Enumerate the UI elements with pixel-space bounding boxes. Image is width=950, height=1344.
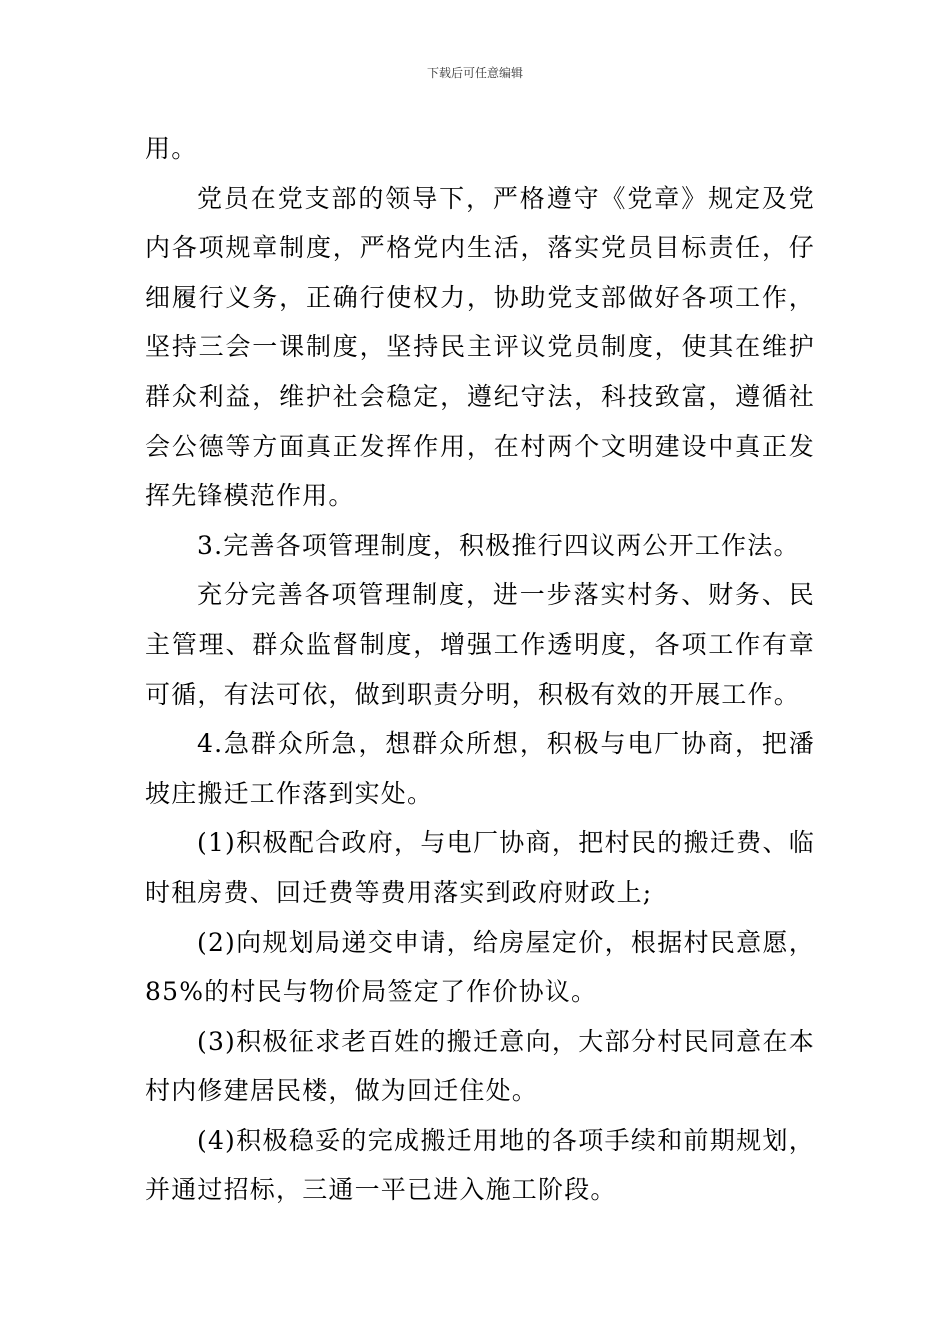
- paragraph-item-1: (1)积极配合政府，与电厂协商，把村民的搬迁费、临时租房费、回迁费等费用落实到政府财政上;: [145, 828, 815, 907]
- paragraph-item-2: (2)向规划局递交申请，给房屋定价，根据村民意愿，85%的村民与物价局签定了作价协议。: [145, 927, 815, 1007]
- paragraph-heading-4: 4.急群众所急，想群众所想，积极与电厂协商，把潘坡庄搬迁工作落到实处。: [145, 729, 815, 808]
- paragraph-party-members: 党员在党支部的领导下，严格遵守《党章》规定及党内各项规章制度，严格党内生活，落实党员目标责任，仔细履行义务，正确行使权力，协助党支部做好各项工作，坚持三会一课制度，坚持民主评议党员制度，使其在维护群众利益，维护社会稳定，遵纪守法，科技致富，遵循社会公德等方面真正发挥作用，在村两个文明建设中真正发挥先锋模范作用。: [145, 183, 815, 511]
- paragraph-management-systems: 充分完善各项管理制度，进一步落实村务、财务、民主管理、群众监督制度，增强工作透明度，各项工作有章可循，有法可依，做到职责分明，积极有效的开展工作。: [145, 580, 815, 709]
- paragraph-heading-3: 3.完善各项管理制度，积极推行四议两公开工作法。: [197, 530, 800, 560]
- paragraph-item-4: (4)积极稳妥的完成搬迁用地的各项手续和前期规划，并通过招标，三通一平已进入施工阶段。: [145, 1125, 815, 1205]
- paragraph-item-3: (3)积极征求老百姓的搬迁意向，大部分村民同意在本村内修建居民楼，做为回迁住处。: [145, 1026, 815, 1106]
- page-header-note: 下载后可任意编辑: [426, 66, 523, 80]
- paragraph-continuation: 用。: [145, 134, 198, 163]
- document-body: [145, 124, 815, 1215]
